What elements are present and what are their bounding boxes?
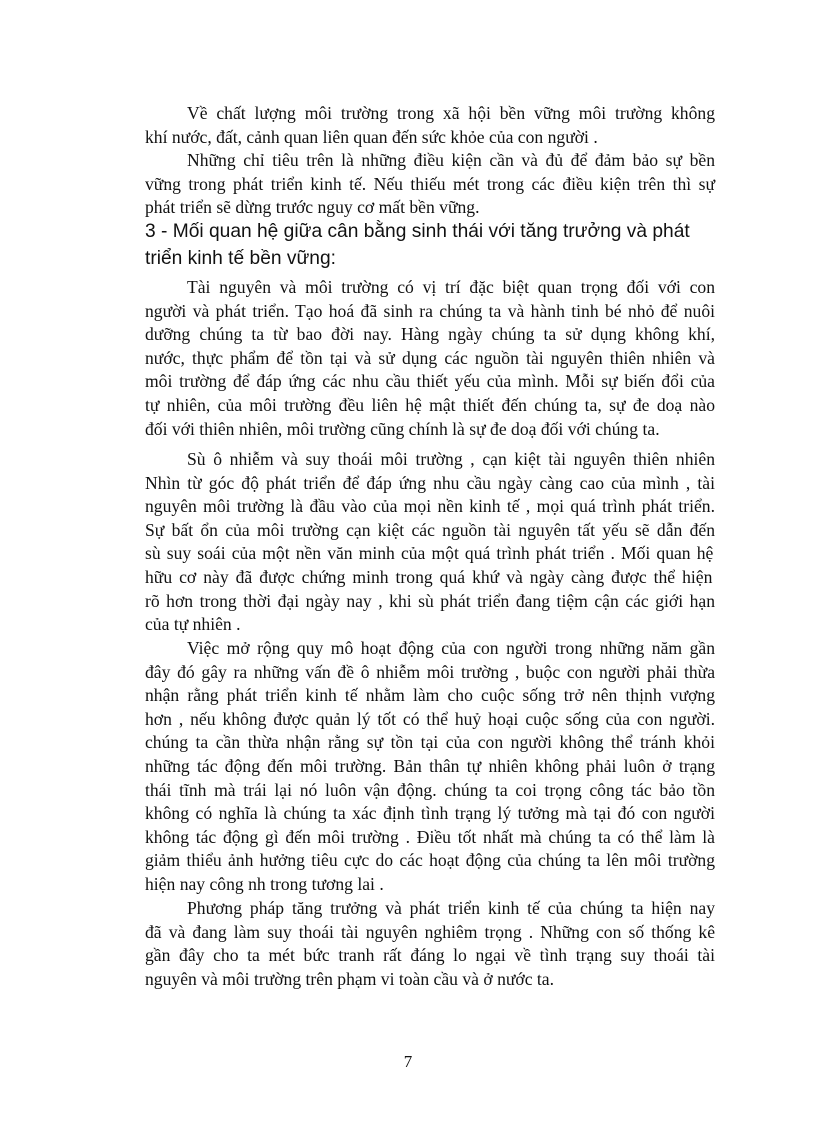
text-line: Sù ô nhiễm và suy thoái môi trường , cạn kiệt tài nguyên thiên nhiên <box>187 449 715 469</box>
text-line: khí nước, đất, cảnh quan liên quan đến sức khỏe của con người . <box>145 126 598 147</box>
text-line: phát triển sẽ dừng trước nguy cơ mất bền vững. <box>145 197 480 218</box>
text-line: những tác động đến môi trường. Bản thân tự nhiên không phải luôn ở trạng <box>145 755 715 776</box>
text-line: hơn , nếu không được quản lý tốt có thể huỷ hoại cuộc sống của con người. <box>145 708 715 729</box>
text-line: không tác động gì đến môi trường . Điều tốt nhất mà chúng ta có thể làm là <box>145 826 715 847</box>
text-line: Những chỉ tiêu trên là những điều kiện cần và đủ để đảm bảo sự bền <box>187 150 715 170</box>
text-line: đây đó gây ra những vấn đề ô nhiễm môi trường , buộc con người phải thừa <box>145 661 715 682</box>
page-number: 7 <box>403 1052 413 1071</box>
text-line: Phương pháp tăng trưởng và phát triển kinh tế của chúng ta hiện nay <box>187 898 715 918</box>
text-line: nguyên và môi trường trên phạm vi toàn cầu và ở nước ta. <box>145 968 555 989</box>
text-line: nguyên môi trường là đầu vào của mọi nền kinh tế , mọi quá trình phát triển. <box>145 496 715 517</box>
heading-line: 3 - Mối quan hệ giữa cân bằng sinh thái với tăng trưởng và phát <box>145 221 690 242</box>
paragraph-growth-method <box>145 897 715 991</box>
text-line: thái tĩnh mà trái lại nó luôn vận động. chúng ta coi trọng công tác bảo tồn <box>145 779 715 800</box>
paragraph-resources-importance <box>145 276 715 441</box>
text-line: Việc mở rộng quy mô hoạt động của con người trong những năm gần <box>187 638 715 658</box>
section-heading <box>145 218 720 272</box>
text-line: sù suy soái của một nền văn minh của một quá trình phát triển . Mối quan hệ <box>145 543 714 564</box>
paragraph-environment-quality <box>145 102 715 149</box>
paragraph-indicators <box>145 149 715 220</box>
text-line: không có nghĩa là chúng ta xác định tình trạng lý tưởng mà tại đó con người <box>145 803 715 824</box>
heading-line: triển kinh tế bền vững: <box>145 248 336 269</box>
paragraph-human-activity <box>145 637 715 897</box>
text-line: môi trường để đáp ứng các nhu cầu thiết yếu của mình. Mỗi sự biến đổi của <box>145 371 715 392</box>
text-line: dưỡng chúng ta từ bao đời nay. Hàng ngày chúng ta sử dụng không khí, <box>145 324 715 345</box>
text-line: nước, thực phẩm để tồn tại và sử dụng các nguồn tài nguyên thiên nhiên và <box>145 347 715 368</box>
text-line: gần đây cho ta mét bức tranh rất đáng lo ngại về tình trạng suy thoái tài <box>145 945 715 966</box>
text-line: đối với thiên nhiên, môi trường cũng chính là sự đe doạ đối với chúng ta. <box>145 418 660 439</box>
text-line: đã và đang làm suy thoái tài nguyên nghiêm trọng . Những con số thống kê <box>145 921 715 942</box>
text-line: hữu cơ này đã được chứng minh trong quá khứ và ngày càng được thể hiện <box>145 566 713 587</box>
paragraph-pollution <box>145 448 715 637</box>
text-line: Nhìn từ góc độ phát triển để đáp ứng nhu cầu ngày càng cao của mình , tài <box>145 472 715 493</box>
text-line: rõ hơn trong thời đại ngày nay , khi sù phát triển đang tiệm cận các giới hạn <box>145 590 715 611</box>
text-line: vững trong phát triển kinh tế. Nếu thiếu mét trong các điều kiện trên thì sự <box>145 173 715 194</box>
text-line: của tự nhiên . <box>145 614 241 635</box>
text-line: Về chất lượng môi trường trong xã hội bền vững môi trường không <box>187 103 715 123</box>
text-line: giảm thiểu ảnh hưởng tiêu cực do các hoạt động của chúng ta lên môi trường <box>145 850 715 871</box>
text-line: tự nhiên, của môi trường đều liên hệ mật thiết đến chúng ta, sự đe doạ nào <box>145 394 715 415</box>
text-line: Sự bất ổn của môi trường cạn kiệt các nguồn tài nguyên tất yếu sẽ dẫn đến <box>145 519 715 540</box>
text-line: nhận rằng phát triển kinh tế nhằm làm cho cuộc sống trở nên thịnh vượng <box>145 685 715 706</box>
text-line: Tài nguyên và môi trường có vị trí đặc biệt quan trọng đối với con <box>187 277 715 297</box>
text-line: chúng ta cần thừa nhận rằng sự tồn tại của con người không thể tránh khỏi <box>145 732 715 753</box>
text-line: người và phát triển. Tạo hoá đã sinh ra chúng ta và hành tinh bé nhỏ để nuôi <box>145 300 715 321</box>
text-line: hiện nay công nh trong tương lai . <box>145 873 384 894</box>
